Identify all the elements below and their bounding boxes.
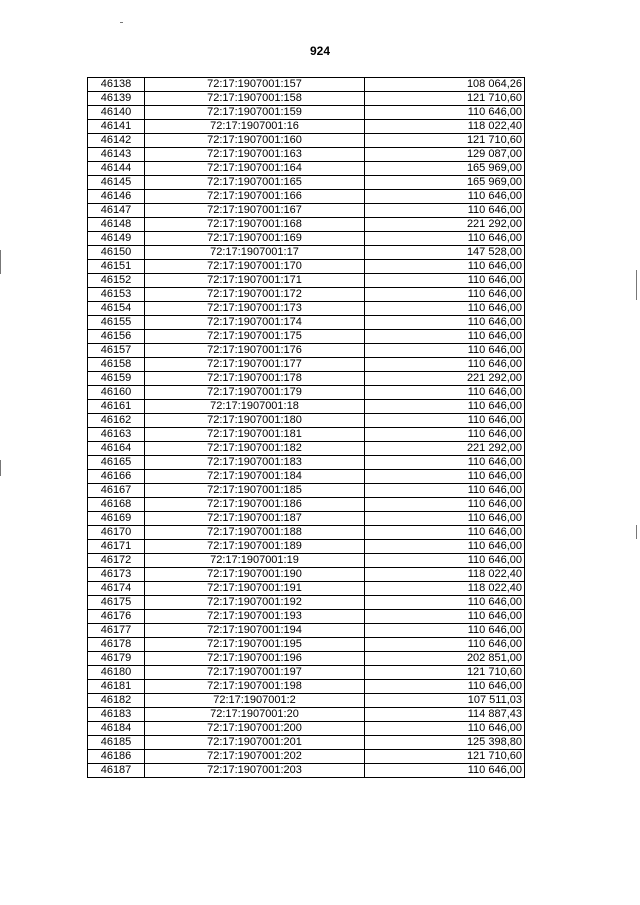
row-number-cell: 46169: [88, 512, 145, 526]
table-row: [88, 568, 525, 582]
cadastral-number-cell: 72:17:1907001:165: [145, 176, 365, 190]
value-cell: 202 851,00: [365, 652, 525, 666]
value-cell: 121 710,60: [365, 92, 525, 106]
table-row: [88, 750, 525, 764]
cadastral-number-cell: 72:17:1907001:179: [145, 386, 365, 400]
table-row: [88, 386, 525, 400]
cadastral-number-cell: 72:17:1907001:184: [145, 470, 365, 484]
row-number-cell: 46157: [88, 344, 145, 358]
value-cell: 110 646,00: [365, 288, 525, 302]
table-row: [88, 596, 525, 610]
cadastral-number-cell: 72:17:1907001:166: [145, 190, 365, 204]
cadastral-number-cell: 72:17:1907001:178: [145, 372, 365, 386]
table-row: [88, 232, 525, 246]
value-cell: 110 646,00: [365, 470, 525, 484]
table-row: [88, 260, 525, 274]
row-number-cell: 46182: [88, 694, 145, 708]
value-cell: 110 646,00: [365, 512, 525, 526]
row-number-cell: 46139: [88, 92, 145, 106]
value-cell: 110 646,00: [365, 554, 525, 568]
row-number-cell: 46183: [88, 708, 145, 722]
value-cell: 221 292,00: [365, 218, 525, 232]
value-cell: 114 887,43: [365, 708, 525, 722]
row-number-cell: 46174: [88, 582, 145, 596]
cadastral-number-cell: 72:17:1907001:190: [145, 568, 365, 582]
cadastral-number-cell: 72:17:1907001:191: [145, 582, 365, 596]
cadastral-number-cell: 72:17:1907001:177: [145, 358, 365, 372]
table-row: [88, 540, 525, 554]
row-number-cell: 46151: [88, 260, 145, 274]
value-cell: 110 646,00: [365, 596, 525, 610]
row-number-cell: 46143: [88, 148, 145, 162]
cadastral-number-cell: 72:17:1907001:19: [145, 554, 365, 568]
row-number-cell: 46160: [88, 386, 145, 400]
table-row: [88, 120, 525, 134]
table-row: [88, 666, 525, 680]
table-row: [88, 484, 525, 498]
cadastral-number-cell: 72:17:1907001:160: [145, 134, 365, 148]
table-row: [88, 554, 525, 568]
value-cell: 118 022,40: [365, 120, 525, 134]
row-number-cell: 46179: [88, 652, 145, 666]
cadastral-number-cell: 72:17:1907001:163: [145, 148, 365, 162]
cadastral-number-cell: 72:17:1907001:186: [145, 498, 365, 512]
value-cell: 110 646,00: [365, 764, 525, 778]
value-cell: 110 646,00: [365, 330, 525, 344]
cadastral-number-cell: 72:17:1907001:174: [145, 316, 365, 330]
row-number-cell: 46172: [88, 554, 145, 568]
table-row: [88, 204, 525, 218]
scan-mark-top-dash: [120, 22, 123, 23]
row-number-cell: 46153: [88, 288, 145, 302]
row-number-cell: 46149: [88, 232, 145, 246]
row-number-cell: 46166: [88, 470, 145, 484]
table-body: [88, 78, 525, 778]
row-number-cell: 46176: [88, 610, 145, 624]
scan-mark-left-edge-1: [0, 250, 1, 274]
cadastral-number-cell: 72:17:1907001:176: [145, 344, 365, 358]
cadastral-number-cell: 72:17:1907001:202: [145, 750, 365, 764]
cadastral-number-cell: 72:17:1907001:164: [145, 162, 365, 176]
row-number-cell: 46144: [88, 162, 145, 176]
value-cell: 125 398,80: [365, 736, 525, 750]
row-number-cell: 46175: [88, 596, 145, 610]
row-number-cell: 46159: [88, 372, 145, 386]
cadastral-number-cell: 72:17:1907001:158: [145, 92, 365, 106]
table-row: [88, 274, 525, 288]
value-cell: 110 646,00: [365, 540, 525, 554]
value-cell: 110 646,00: [365, 498, 525, 512]
table-row: [88, 330, 525, 344]
table-row: [88, 694, 525, 708]
value-cell: 121 710,60: [365, 750, 525, 764]
row-number-cell: 46178: [88, 638, 145, 652]
value-cell: 121 710,60: [365, 134, 525, 148]
row-number-cell: 46181: [88, 680, 145, 694]
value-cell: 108 064,26: [365, 78, 525, 92]
table-row: [88, 428, 525, 442]
row-number-cell: 46173: [88, 568, 145, 582]
value-cell: 110 646,00: [365, 722, 525, 736]
table-row: [88, 246, 525, 260]
row-number-cell: 46185: [88, 736, 145, 750]
table-row: [88, 288, 525, 302]
cadastral-value-table: [87, 77, 525, 778]
cadastral-number-cell: 72:17:1907001:201: [145, 736, 365, 750]
value-cell: 110 646,00: [365, 358, 525, 372]
value-cell: 110 646,00: [365, 414, 525, 428]
value-cell: 110 646,00: [365, 190, 525, 204]
row-number-cell: 46155: [88, 316, 145, 330]
cadastral-number-cell: 72:17:1907001:173: [145, 302, 365, 316]
table-row: [88, 470, 525, 484]
table-row: [88, 680, 525, 694]
cadastral-number-cell: 72:17:1907001:187: [145, 512, 365, 526]
row-number-cell: 46168: [88, 498, 145, 512]
table-row: [88, 358, 525, 372]
table-row: [88, 148, 525, 162]
table-row: [88, 722, 525, 736]
value-cell: 110 646,00: [365, 428, 525, 442]
row-number-cell: 46163: [88, 428, 145, 442]
cadastral-number-cell: 72:17:1907001:193: [145, 610, 365, 624]
cadastral-number-cell: 72:17:1907001:188: [145, 526, 365, 540]
row-number-cell: 46158: [88, 358, 145, 372]
row-number-cell: 46186: [88, 750, 145, 764]
row-number-cell: 46142: [88, 134, 145, 148]
cadastral-number-cell: 72:17:1907001:196: [145, 652, 365, 666]
value-cell: 221 292,00: [365, 372, 525, 386]
value-cell: 110 646,00: [365, 204, 525, 218]
cadastral-number-cell: 72:17:1907001:189: [145, 540, 365, 554]
cadastral-number-cell: 72:17:1907001:180: [145, 414, 365, 428]
value-cell: 110 646,00: [365, 624, 525, 638]
row-number-cell: 46145: [88, 176, 145, 190]
value-cell: 110 646,00: [365, 302, 525, 316]
cadastral-number-cell: 72:17:1907001:159: [145, 106, 365, 120]
value-cell: 121 710,60: [365, 666, 525, 680]
table-row: [88, 344, 525, 358]
cadastral-number-cell: 72:17:1907001:157: [145, 78, 365, 92]
row-number-cell: 46141: [88, 120, 145, 134]
table-row: [88, 190, 525, 204]
value-cell: 110 646,00: [365, 638, 525, 652]
cadastral-number-cell: 72:17:1907001:17: [145, 246, 365, 260]
page-number: 924: [309, 44, 331, 58]
value-cell: 110 646,00: [365, 274, 525, 288]
value-cell: 165 969,00: [365, 176, 525, 190]
cadastral-number-cell: 72:17:1907001:169: [145, 232, 365, 246]
table-row: [88, 134, 525, 148]
value-cell: 107 511,03: [365, 694, 525, 708]
value-cell: 147 528,00: [365, 246, 525, 260]
table-row: [88, 526, 525, 540]
table-row: [88, 624, 525, 638]
row-number-cell: 46177: [88, 624, 145, 638]
scan-mark-left-edge-2: [0, 460, 1, 476]
row-number-cell: 46165: [88, 456, 145, 470]
cadastral-number-cell: 72:17:1907001:198: [145, 680, 365, 694]
table-row: [88, 302, 525, 316]
table-row: [88, 218, 525, 232]
value-cell: 110 646,00: [365, 386, 525, 400]
table-row: [88, 78, 525, 92]
cadastral-number-cell: 72:17:1907001:168: [145, 218, 365, 232]
cadastral-number-cell: 72:17:1907001:170: [145, 260, 365, 274]
value-cell: 165 969,00: [365, 162, 525, 176]
table-row: [88, 456, 525, 470]
row-number-cell: 46167: [88, 484, 145, 498]
value-cell: 110 646,00: [365, 344, 525, 358]
scan-mark-right-edge-2: [636, 525, 637, 539]
value-cell: 110 646,00: [365, 106, 525, 120]
value-cell: 110 646,00: [365, 400, 525, 414]
cadastral-number-cell: 72:17:1907001:185: [145, 484, 365, 498]
value-cell: 110 646,00: [365, 316, 525, 330]
table-row: [88, 162, 525, 176]
table-row: [88, 372, 525, 386]
cadastral-number-cell: 72:17:1907001:175: [145, 330, 365, 344]
row-number-cell: 46147: [88, 204, 145, 218]
table-row: [88, 638, 525, 652]
cadastral-number-cell: 72:17:1907001:200: [145, 722, 365, 736]
row-number-cell: 46150: [88, 246, 145, 260]
table-row: [88, 414, 525, 428]
value-cell: 110 646,00: [365, 484, 525, 498]
cadastral-number-cell: 72:17:1907001:182: [145, 442, 365, 456]
row-number-cell: 46184: [88, 722, 145, 736]
table-row: [88, 176, 525, 190]
value-cell: 118 022,40: [365, 568, 525, 582]
table-row: [88, 708, 525, 722]
row-number-cell: 46161: [88, 400, 145, 414]
table-row: [88, 764, 525, 778]
scan-mark-right-edge-1: [636, 270, 637, 300]
row-number-cell: 46148: [88, 218, 145, 232]
value-cell: 110 646,00: [365, 610, 525, 624]
value-cell: 221 292,00: [365, 442, 525, 456]
table-row: [88, 736, 525, 750]
table-row: [88, 582, 525, 596]
cadastral-number-cell: 72:17:1907001:192: [145, 596, 365, 610]
cadastral-number-cell: 72:17:1907001:195: [145, 638, 365, 652]
cadastral-number-cell: 72:17:1907001:194: [145, 624, 365, 638]
row-number-cell: 46164: [88, 442, 145, 456]
row-number-cell: 46152: [88, 274, 145, 288]
table-row: [88, 400, 525, 414]
row-number-cell: 46171: [88, 540, 145, 554]
cadastral-number-cell: 72:17:1907001:18: [145, 400, 365, 414]
cadastral-number-cell: 72:17:1907001:183: [145, 456, 365, 470]
row-number-cell: 46154: [88, 302, 145, 316]
cadastral-number-cell: 72:17:1907001:20: [145, 708, 365, 722]
row-number-cell: 46140: [88, 106, 145, 120]
cadastral-number-cell: 72:17:1907001:2: [145, 694, 365, 708]
row-number-cell: 46180: [88, 666, 145, 680]
value-cell: 118 022,40: [365, 582, 525, 596]
cadastral-number-cell: 72:17:1907001:16: [145, 120, 365, 134]
cadastral-number-cell: 72:17:1907001:203: [145, 764, 365, 778]
value-cell: 110 646,00: [365, 232, 525, 246]
table-row: [88, 512, 525, 526]
table-row: [88, 316, 525, 330]
value-cell: 110 646,00: [365, 456, 525, 470]
table-row: [88, 442, 525, 456]
row-number-cell: 46138: [88, 78, 145, 92]
table-row: [88, 610, 525, 624]
table-row: [88, 106, 525, 120]
value-cell: 129 087,00: [365, 148, 525, 162]
row-number-cell: 46187: [88, 764, 145, 778]
table-row: [88, 498, 525, 512]
value-cell: 110 646,00: [365, 680, 525, 694]
table-row: [88, 652, 525, 666]
cadastral-number-cell: 72:17:1907001:172: [145, 288, 365, 302]
row-number-cell: 46146: [88, 190, 145, 204]
row-number-cell: 46162: [88, 414, 145, 428]
table-row: [88, 92, 525, 106]
row-number-cell: 46170: [88, 526, 145, 540]
cadastral-number-cell: 72:17:1907001:181: [145, 428, 365, 442]
value-cell: 110 646,00: [365, 526, 525, 540]
row-number-cell: 46156: [88, 330, 145, 344]
cadastral-number-cell: 72:17:1907001:171: [145, 274, 365, 288]
cadastral-number-cell: 72:17:1907001:197: [145, 666, 365, 680]
value-cell: 110 646,00: [365, 260, 525, 274]
cadastral-number-cell: 72:17:1907001:167: [145, 204, 365, 218]
